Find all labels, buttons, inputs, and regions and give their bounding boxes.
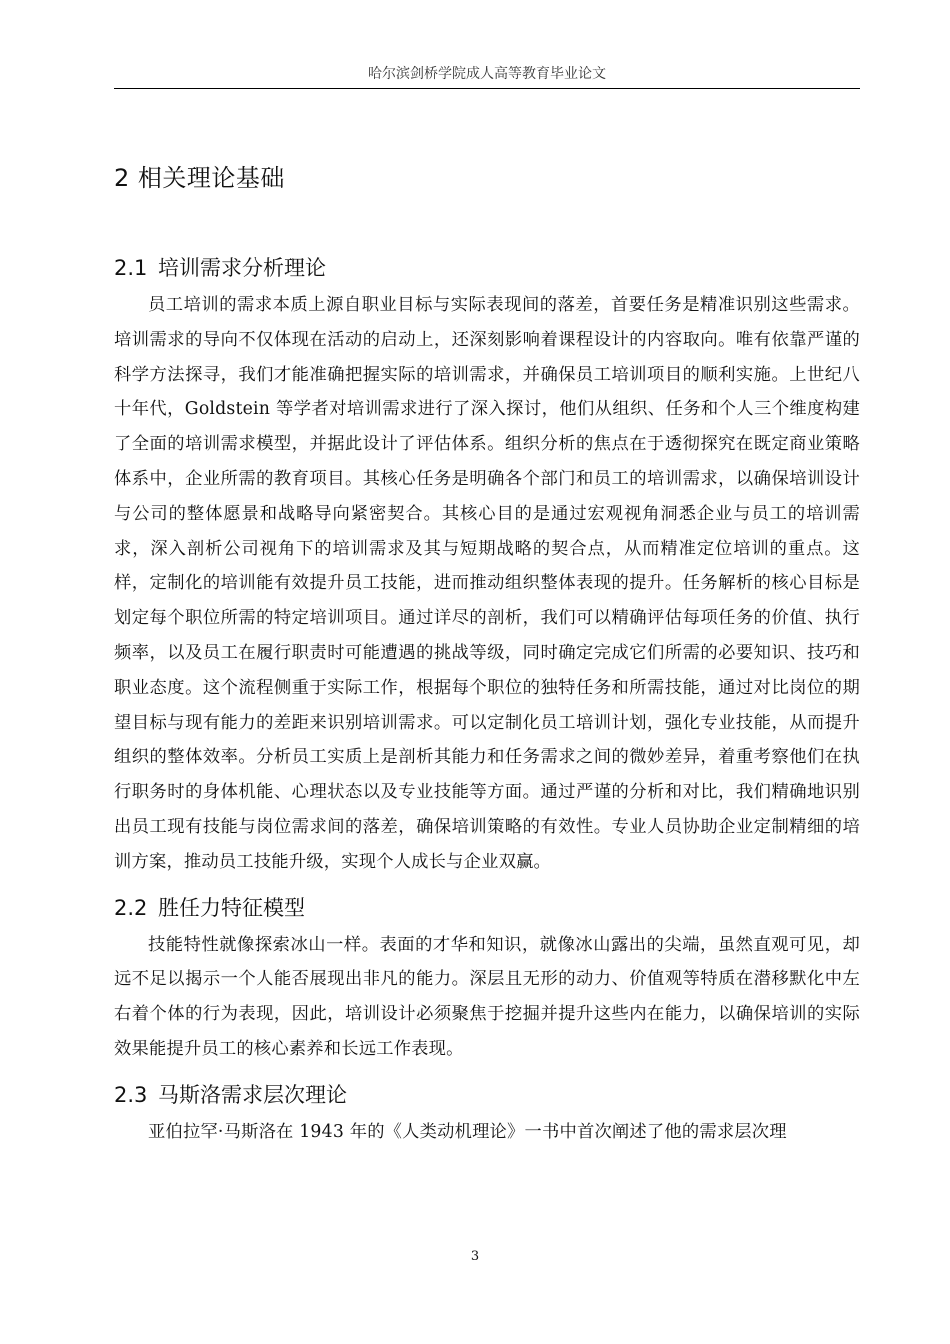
section-2-3-paragraph: 亚伯拉罕·马斯洛在 1943 年的《人类动机理论》一书中首次阐述了他的需求层次理 — [148, 1121, 787, 1142]
section-number: 2.1 — [114, 256, 148, 280]
page-number: 3 — [470, 1249, 480, 1264]
section-title-text: 培训需求分析理论 — [158, 256, 326, 280]
chapter-title: 2 相关理论基础 — [114, 164, 285, 192]
section-heading-2-1 — [114, 250, 860, 286]
section-heading-2-3 — [114, 1077, 860, 1113]
running-header: 哈尔滨剑桥学院成人高等教育毕业论文 — [368, 66, 606, 82]
page-body — [114, 160, 860, 1150]
section-2-1-paragraph: 员工培训的需求本质上源自职业目标与实际表现间的落差，首要任务是精准识别这些需求。培训需求的导向不仅体现在活动的启动上，还深刻影响着课程设计的内容取向。唯有依靠严谨的科学方法探寻，我们才能准确把握实际的培训需求，并确保员工培训项目的顺利实施。上世纪八十年代，Goldstein 等学者对培训需求进行了深入探讨，他们从组织、任务和个人三个维度构建了全面的培训需求模型，并据此设计了评估体系。组织分析的焦点在于透彻探究在既定商业策略体系中，企业所需的教育项目。其核心任务是明确各个部门和员工的培训需求，以确保培训设计与公司的整体愿景和战略导向紧密契合。其核心目的是通过宏观视角洞悉企业与员工的培训需求，深入剖析公司视角下的培训需求及其与短期战略的契合点，从而精准定位培训的重点。这样，定制化的培训能有效提升员工技能，进而推动组织整体表现的提升。任务解析的核心目标是划定每个职位所需的特定培训项目。通过详尽的剖析，我们可以精确评估每项任务的价值、执行频率，以及员工在履行职责时可能遭遇的挑战等级，同时确定完成它们所需的必要知识、技巧和职业态度。这个流程侧重于实际工作，根据每个职位的独特任务和所需技能，通过对比岗位的期望目标与现有能力的差距来识别培训需求。可以定制化员工培训计划，强化专业技能，从而提升组织的整体效率。分析员工实质上是剖析其能力和任务需求之间的微妙差异，着重考察他们在执行职务时的身体机能、心理状态以及专业技能等方面。通过严谨的分析和对比，我们精确地识别出员工现有技能与岗位需求间的落差，确保培训策略的有效性。专业人员协助企业定制精细的培训方案，推动员工技能升级，实现个人成长与企业双赢。 — [114, 295, 860, 872]
section-heading-2-2 — [114, 890, 860, 926]
section-number: 2.3 — [114, 1082, 148, 1107]
section-title-text: 马斯洛需求层次理论 — [158, 1082, 347, 1107]
header-rule — [114, 88, 860, 89]
section-2-2-paragraph: 技能特性就像探索冰山一样。表面的才华和知识，就像冰山露出的尖端，虽然直观可见，却远不足以揭示一个人能否展现出非凡的能力。深层且无形的动力、价值观等特质在潜移默化中左右着个体的行为表现，因此，培训设计必须聚焦于挖掘并提升这些内在能力，以确保培训的实际效果能提升员工的核心素养和长远工作表现。 — [114, 934, 860, 1059]
section-title-text: 胜任力特征模型 — [158, 895, 305, 920]
section-number: 2.2 — [114, 895, 148, 920]
